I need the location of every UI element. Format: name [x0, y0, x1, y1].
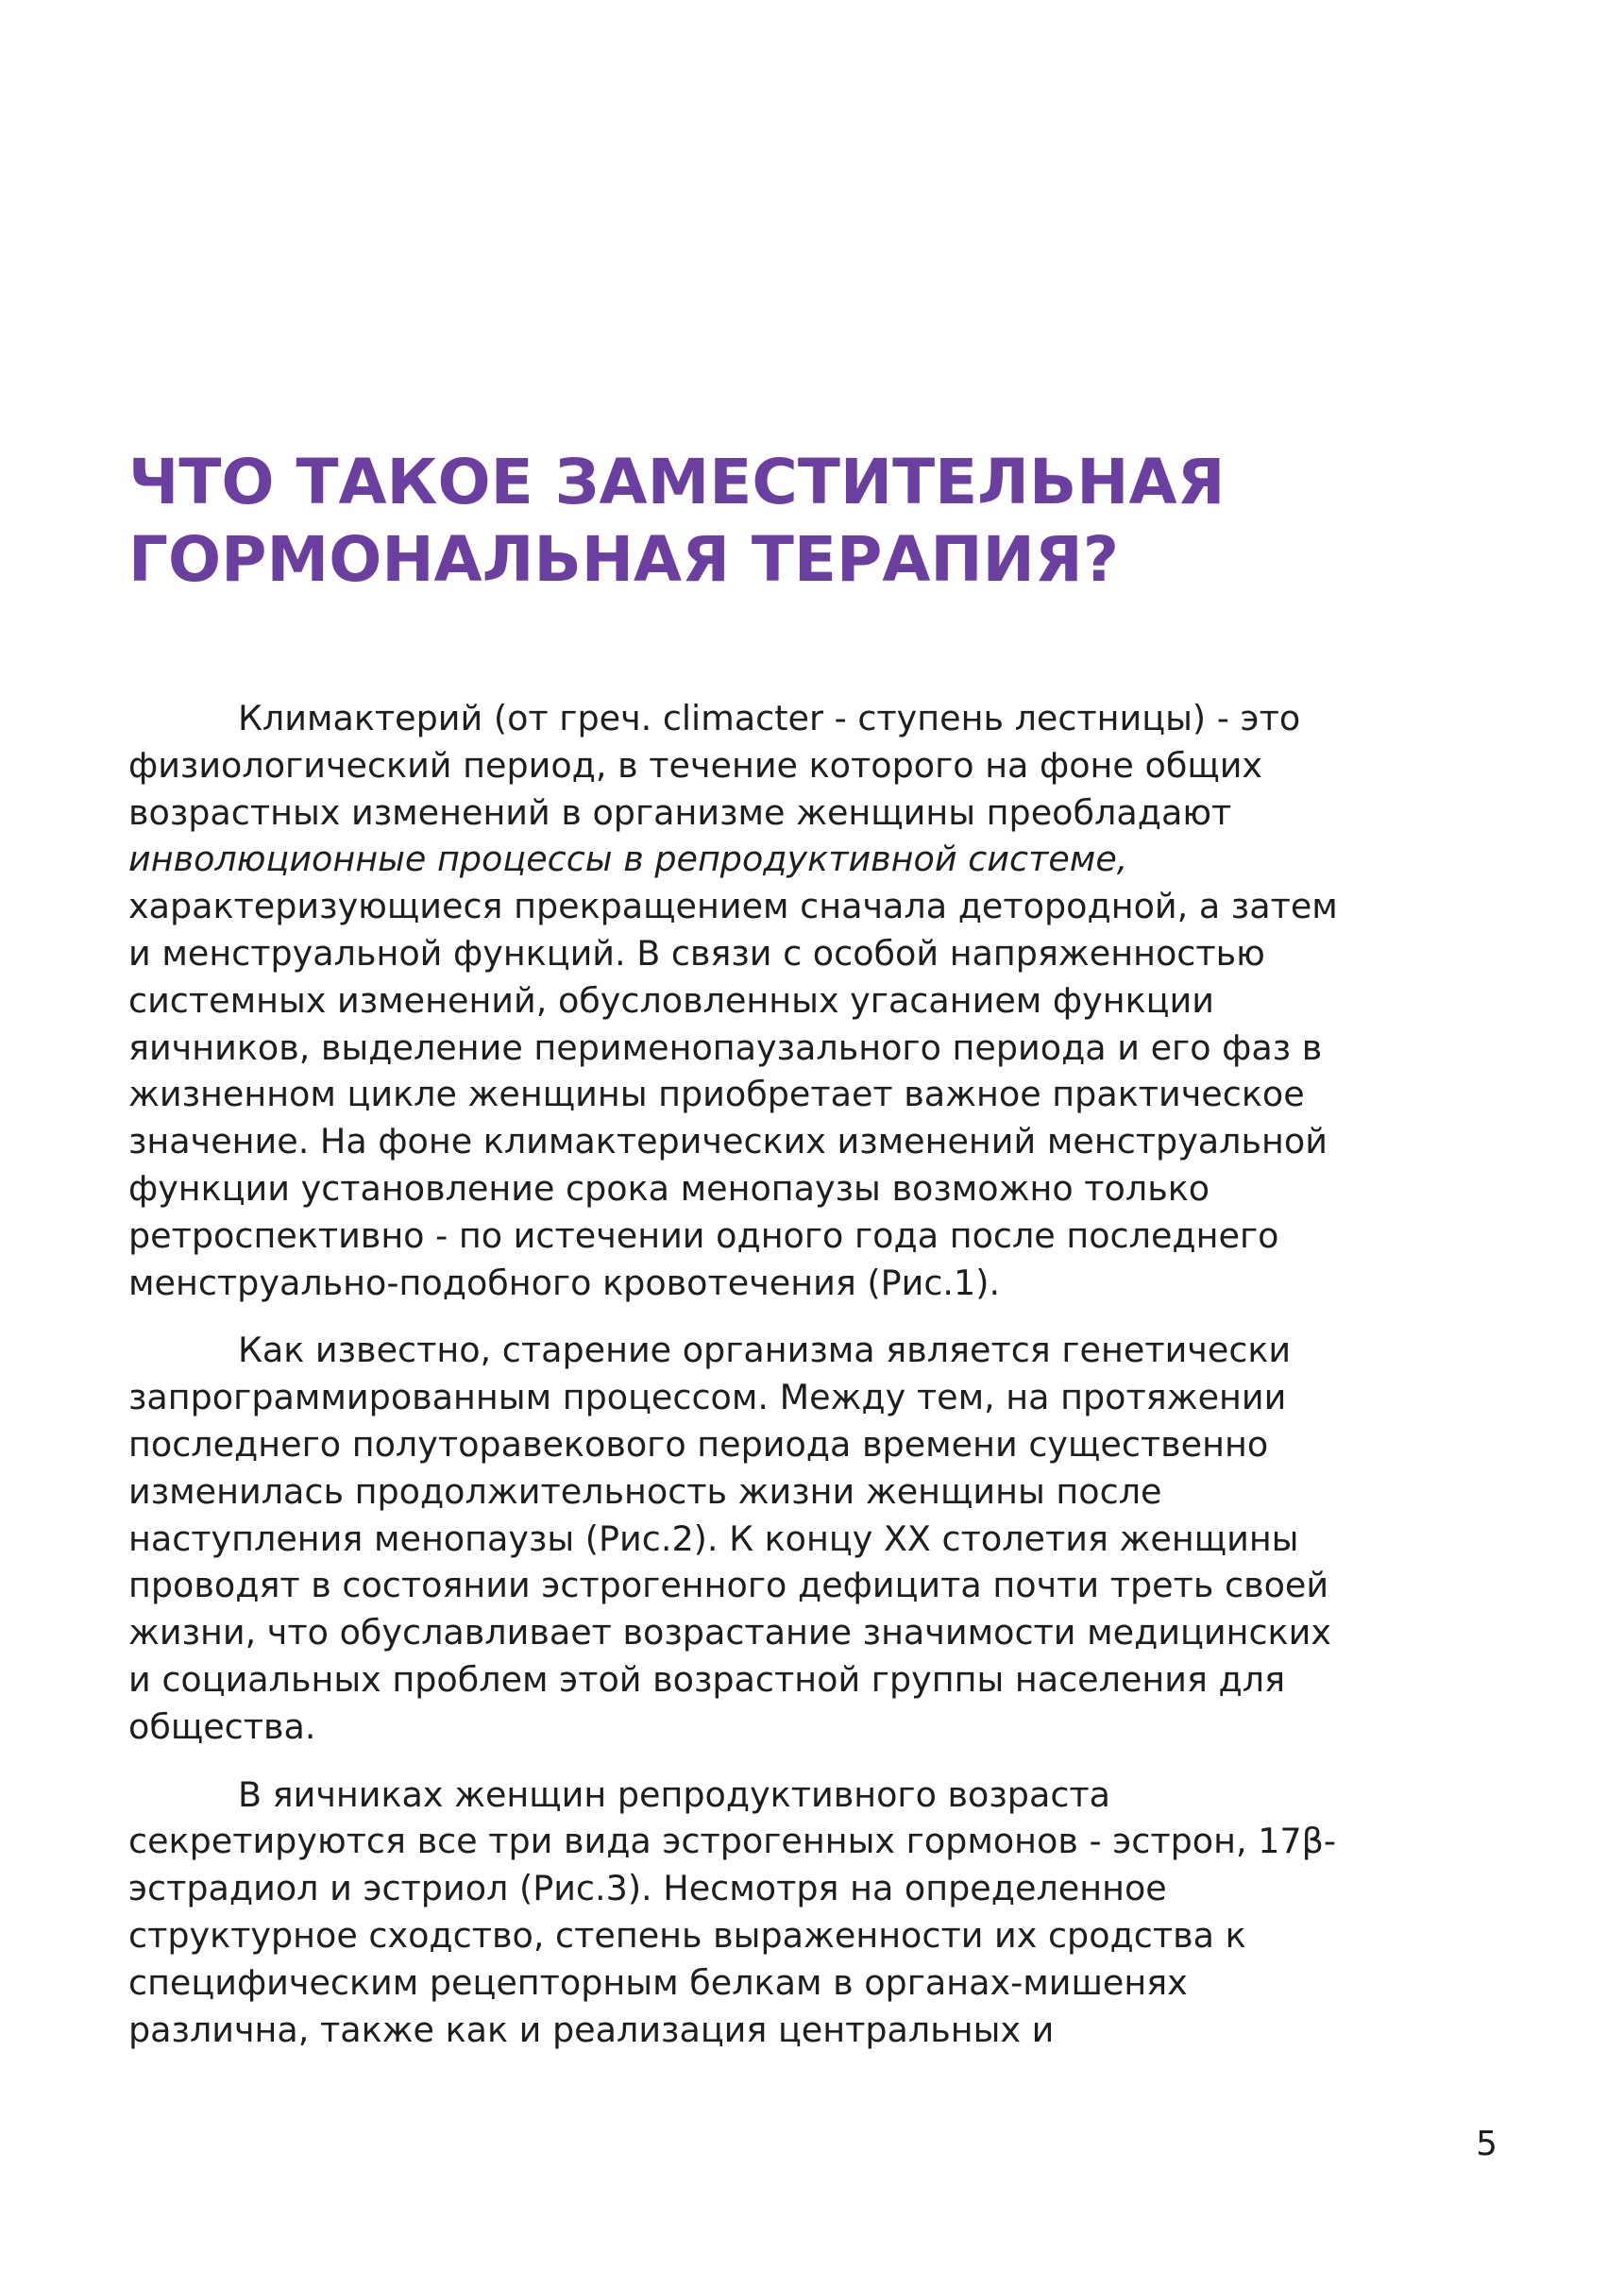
text-line: возрастных изменений в организме женщины преобладают [128, 791, 1232, 833]
text-line: физиологический период, в течение которого на фоне общих [128, 744, 1263, 786]
text-line: проводят в состоянии эстрогенного дефицита почти треть своей [128, 1565, 1329, 1606]
text-line: последнего полуторавекового периода времени существенно [128, 1423, 1269, 1465]
paragraph-2 [128, 1327, 1413, 1750]
text-line: яичников, выделение перименопаузального периода и его фаз в [128, 1026, 1323, 1068]
page-title [128, 444, 1488, 599]
text-line: инволюционные процессы в репродуктивной системе, [128, 839, 1128, 880]
text-line: системных изменений, обусловленных угасанием функции [128, 979, 1214, 1021]
paragraph-3 [128, 1772, 1413, 2054]
text-line: менструально-подобного кровотечения (Рис.1). [128, 1262, 1001, 1303]
title-line-2: ГОРМОНАЛЬНАЯ ТЕРАПИЯ? [128, 523, 1120, 596]
text-line: эстрадиол и эстриол (Рис.3). Несмотря на определенное [128, 1868, 1167, 1909]
article-body [128, 695, 1413, 2074]
text-line: и менструальной функций. В связи с особой напряженностью [128, 932, 1265, 974]
text-line: Климактерий (от греч. climacter - ступень лестницы) - это [238, 698, 1301, 738]
text-line: значение. На фоне климактерических изменений менструальной [128, 1121, 1328, 1162]
text-line: Как известно, старение организма является генетически [238, 1330, 1292, 1371]
text-line: жизненном цикле женщины приобретает важное практическое [128, 1074, 1305, 1115]
page-number: 5 [1476, 2125, 1497, 2163]
text-line: характеризующиеся прекращением сначала детородной, а затем [128, 886, 1338, 927]
text-line: различна, также как и реализация центральных и [128, 2009, 1055, 2050]
text-line: общества. [128, 1705, 316, 1747]
text-line: жизни, что обуславливает возрастание значимости медицинских [128, 1612, 1331, 1653]
title-line-1: ЧТО ТАКОЕ ЗАМЕСТИТЕЛЬНАЯ [128, 446, 1226, 518]
text-line: изменилась продолжительность жизни женщины после [128, 1470, 1162, 1512]
text-line: наступления менопаузы (Рис.2). К концу XX столетия женщины [128, 1517, 1299, 1559]
paragraph-1 [128, 695, 1413, 1306]
text-line: В яичниках женщин репродуктивного возраста [238, 1773, 1111, 1815]
text-line: функции установление срока менопаузы возможно только [128, 1167, 1210, 1209]
text-line: секретируются все три вида эстрогенных гормонов - эстрон, 17β- [128, 1821, 1337, 1862]
text-line: запрограммированным процессом. Между тем, на протяжении [128, 1377, 1287, 1418]
text-line: структурное сходство, степень выраженности их сродства к [128, 1914, 1246, 1956]
text-line: специфическим рецепторным белкам в органах-мишенях [128, 1961, 1188, 2003]
text-line: ретроспективно - по истечении одного года после последнего [128, 1214, 1279, 1256]
text-line: и социальных проблем этой возрастной группы населения для [128, 1658, 1286, 1700]
